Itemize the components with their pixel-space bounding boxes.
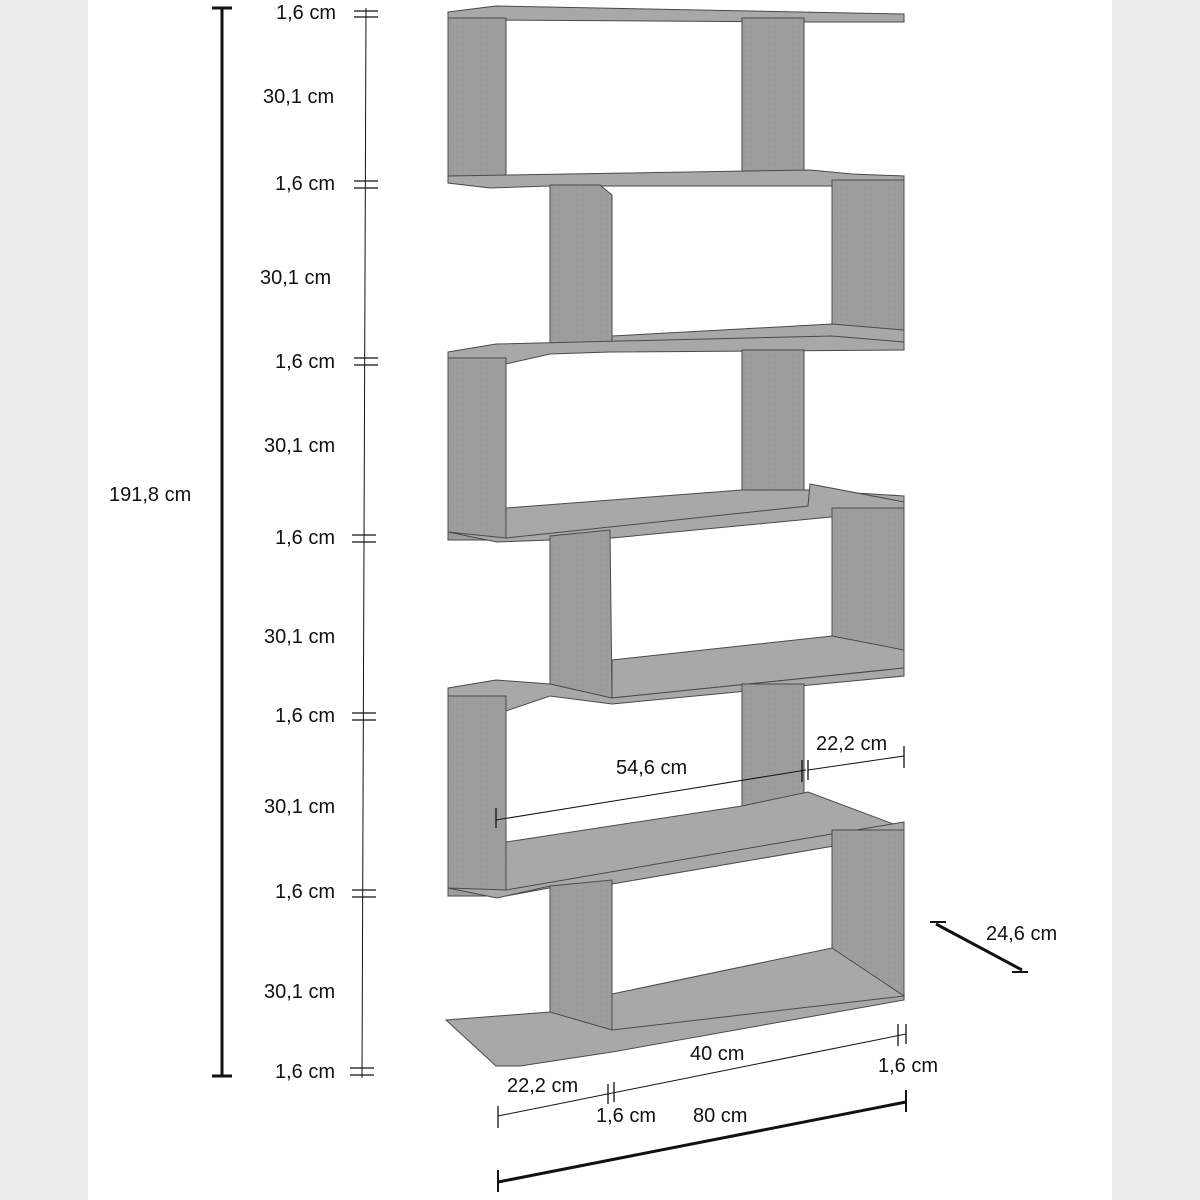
bottom-divider-label: 1,6 cm [596, 1105, 657, 1127]
thickness-label: 1,6 cm [275, 1061, 336, 1083]
bookshelf-diagram [88, 0, 1112, 1200]
thickness-label: 1,6 cm [275, 705, 336, 727]
bottom-left-width-label: 22,2 cm [507, 1075, 579, 1097]
divider-panel [742, 18, 804, 178]
gap-label: 30,1 cm [264, 626, 336, 648]
total-width-label: 80 cm [693, 1105, 748, 1127]
thickness-label: 1,6 cm [275, 527, 336, 549]
bookshelf [446, 6, 904, 1066]
gap-label: 30,1 cm [264, 435, 336, 457]
stacked-height-line [362, 8, 366, 1078]
shelf-board-1 [448, 6, 904, 22]
inner-width-label: 54,6 cm [616, 757, 688, 779]
thickness-label: 1,6 cm [275, 881, 336, 903]
side-panel [448, 696, 506, 896]
bottom-mid-width-label: 40 cm [690, 1043, 745, 1065]
depth-label: 24,6 cm [986, 923, 1058, 945]
thickness-label: 1,6 cm [275, 351, 336, 373]
total-height-label: 191,8 cm [109, 484, 192, 506]
gap-label: 30,1 cm [263, 86, 335, 108]
side-width-label: 22,2 cm [816, 733, 888, 755]
gap-label: 30,1 cm [260, 267, 332, 289]
gap-label: 30,1 cm [264, 981, 336, 1003]
shelf-board-3 [448, 336, 904, 366]
thickness-label: 1,6 cm [276, 2, 337, 24]
side-panel [448, 358, 506, 540]
gap-label: 30,1 cm [264, 796, 336, 818]
bottom-thickness-label: 1,6 cm [878, 1055, 939, 1077]
side-panel [832, 180, 904, 340]
side-width-line [808, 756, 904, 770]
thickness-label: 1,6 cm [275, 173, 336, 195]
divider-panel [742, 350, 804, 510]
divider-panel [550, 530, 612, 698]
side-panel [448, 18, 506, 183]
divider-panel [550, 185, 612, 350]
diagram-canvas [88, 0, 1112, 1200]
